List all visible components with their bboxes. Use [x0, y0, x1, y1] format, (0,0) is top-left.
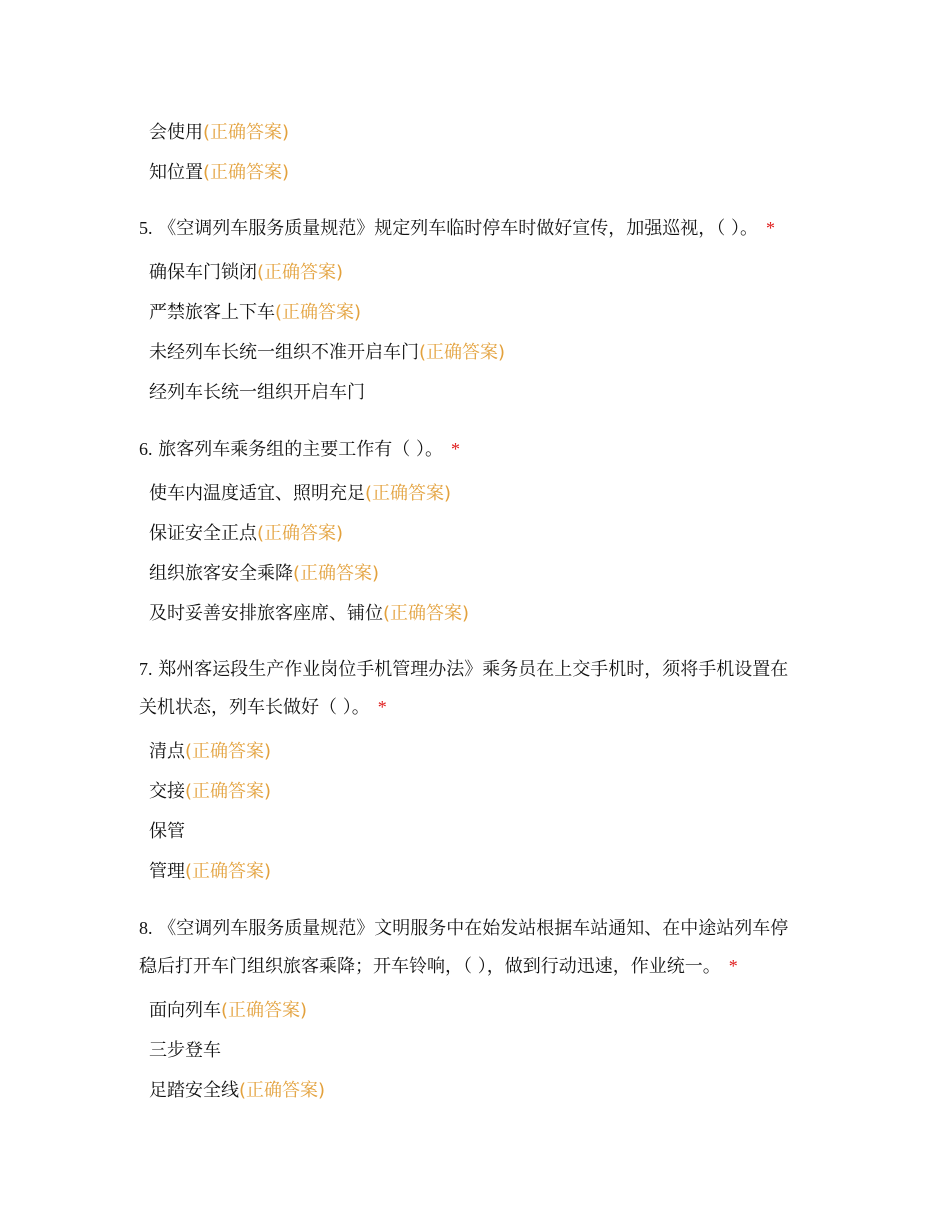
option-item — [149, 261, 343, 285]
option-item — [149, 740, 271, 764]
option-text: 及时妥善安排旅客座席、铺位 — [149, 603, 383, 624]
correct-answer-mark: (正确答案) — [275, 302, 362, 323]
option-text: 面向列车 — [149, 1000, 221, 1021]
question-number: 8. — [139, 918, 153, 938]
option-text: 足踏安全线 — [149, 1080, 239, 1101]
option-text: 管理 — [149, 861, 185, 882]
option-item — [149, 999, 307, 1023]
required-mark: * — [450, 439, 460, 459]
option-item — [149, 341, 505, 365]
correct-answer-mark: (正确答案) — [203, 122, 290, 143]
correct-answer-mark: (正确答案) — [185, 741, 272, 762]
option-item — [149, 301, 361, 325]
correct-answer-mark: (正确答案) — [383, 603, 470, 624]
option-item — [149, 562, 379, 586]
option-item — [149, 820, 185, 844]
option-item — [149, 602, 469, 626]
correct-answer-mark: (正确答案) — [365, 483, 452, 504]
option-item — [149, 482, 451, 506]
question-text: 旅客列车乘务组的主要工作有（ ）。 — [158, 439, 443, 460]
option-text: 未经列车长统一组织不准开启车门 — [149, 342, 419, 363]
question-text: 稳后打开车门组织旅客乘降；开车铃响，（ ），做到行动迅速，作业统一。 — [139, 956, 721, 977]
question-text: 《空调列车服务质量规范》规定列车临时停车时做好宣传，加强巡视，（ ）。 — [158, 218, 758, 239]
required-mark: * — [377, 697, 387, 717]
question-7-title-continued — [139, 695, 387, 720]
correct-answer-mark: (正确答案) — [257, 523, 344, 544]
option-item — [149, 161, 289, 185]
option-item — [149, 860, 271, 884]
correct-answer-mark: (正确答案) — [203, 162, 290, 183]
option-item — [149, 381, 365, 405]
required-mark: * — [728, 956, 738, 976]
option-text: 保管 — [149, 821, 185, 842]
question-number: 5. — [139, 218, 153, 238]
option-item — [149, 780, 271, 804]
required-mark: * — [765, 218, 775, 238]
correct-answer-mark: (正确答案) — [257, 262, 344, 283]
option-text: 交接 — [149, 781, 185, 802]
correct-answer-mark: (正确答案) — [185, 861, 272, 882]
option-text: 组织旅客安全乘降 — [149, 563, 293, 584]
question-text: 关机状态，列车长做好（ ）。 — [139, 697, 370, 718]
option-text: 清点 — [149, 741, 185, 762]
question-5-title — [139, 216, 775, 241]
correct-answer-mark: (正确答案) — [293, 563, 380, 584]
question-7-title — [139, 657, 788, 682]
correct-answer-mark: (正确答案) — [221, 1000, 308, 1021]
question-8-title-continued — [139, 954, 738, 979]
question-number: 7. — [139, 659, 153, 679]
option-text: 使车内温度适宜、照明充足 — [149, 483, 365, 504]
option-text: 保证安全正点 — [149, 523, 257, 544]
question-8-title — [139, 916, 788, 941]
question-text: 郑州客运段生产作业岗位手机管理办法》乘务员在上交手机时，须将手机设置在 — [158, 659, 789, 680]
correct-answer-mark: (正确答案) — [185, 781, 272, 802]
question-number: 6. — [139, 439, 153, 459]
option-item — [149, 1079, 325, 1103]
option-text: 经列车长统一组织开启车门 — [149, 382, 365, 403]
option-item — [149, 121, 289, 145]
correct-answer-mark: (正确答案) — [419, 342, 506, 363]
option-item — [149, 522, 343, 546]
option-text: 三步登车 — [149, 1040, 221, 1061]
question-text: 《空调列车服务质量规范》文明服务中在始发站根据车站通知、在中途站列车停 — [158, 918, 789, 939]
option-text: 知位置 — [149, 162, 203, 183]
option-text: 确保车门锁闭 — [149, 262, 257, 283]
option-text: 严禁旅客上下车 — [149, 302, 275, 323]
option-text: 会使用 — [149, 122, 203, 143]
question-6-title — [139, 437, 460, 462]
option-item — [149, 1039, 221, 1063]
correct-answer-mark: (正确答案) — [239, 1080, 326, 1101]
